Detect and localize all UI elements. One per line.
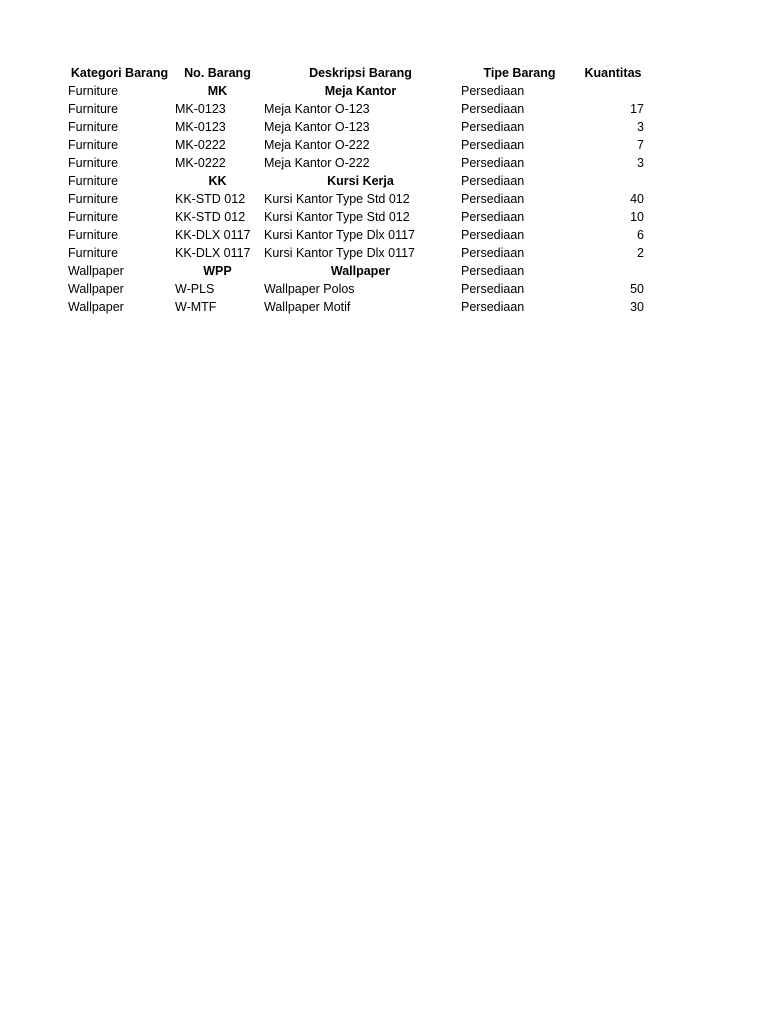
cell-no-barang: W-MTF — [175, 300, 217, 314]
cell-tipe: Persediaan — [461, 192, 525, 206]
cell-deskripsi: Meja Kantor O-123 — [264, 102, 370, 116]
table-row — [66, 208, 646, 226]
header-kuantitas: Kuantitas — [584, 66, 642, 80]
cell-deskripsi: Kursi Kantor Type Std 012 — [264, 192, 410, 206]
table-body — [66, 82, 646, 316]
table-row — [66, 244, 646, 262]
table-row — [66, 280, 646, 298]
cell-deskripsi: Wallpaper Polos — [264, 282, 355, 296]
table-row — [66, 298, 646, 316]
cell-deskripsi: Meja Kantor — [324, 84, 397, 98]
cell-tipe: Persediaan — [461, 300, 525, 314]
cell-kuantitas — [580, 262, 646, 280]
cell-tipe: Persediaan — [461, 102, 525, 116]
cell-kuantitas: 30 — [630, 300, 644, 314]
cell-kategori: Furniture — [68, 246, 119, 260]
cell-no-barang: W-PLS — [175, 282, 215, 296]
cell-no-barang: KK — [208, 174, 227, 188]
cell-kategori: Furniture — [68, 84, 119, 98]
cell-kategori: Furniture — [68, 210, 119, 224]
header-deskripsi: Deskripsi Barang — [309, 66, 412, 80]
cell-tipe: Persediaan — [461, 282, 525, 296]
cell-kategori: Furniture — [68, 102, 119, 116]
cell-no-barang: MK-0222 — [175, 138, 226, 152]
cell-tipe: Persediaan — [461, 120, 525, 134]
cell-kategori: Wallpaper — [68, 282, 124, 296]
cell-tipe: Persediaan — [461, 84, 525, 98]
group-row — [66, 82, 646, 100]
group-row — [66, 172, 646, 190]
cell-deskripsi: Kursi Kantor Type Dlx 0117 — [264, 246, 416, 260]
cell-tipe: Persediaan — [461, 138, 525, 152]
table-row — [66, 100, 646, 118]
table-row — [66, 226, 646, 244]
cell-tipe: Persediaan — [461, 246, 525, 260]
cell-deskripsi: Meja Kantor O-222 — [264, 138, 370, 152]
cell-deskripsi: Meja Kantor O-123 — [264, 120, 370, 134]
cell-deskripsi: Kursi Kantor Type Std 012 — [264, 210, 410, 224]
cell-no-barang: KK-DLX 0117 — [175, 228, 251, 242]
cell-kuantitas — [580, 172, 646, 190]
cell-tipe: Persediaan — [461, 228, 525, 242]
cell-no-barang: WPP — [203, 264, 232, 278]
cell-kategori: Furniture — [68, 156, 119, 170]
cell-kuantitas: 40 — [630, 192, 644, 206]
cell-kuantitas: 3 — [637, 156, 644, 170]
cell-kuantitas: 6 — [637, 228, 644, 242]
cell-kuantitas: 2 — [637, 246, 644, 260]
cell-kuantitas: 7 — [637, 138, 644, 152]
cell-kuantitas — [580, 82, 646, 100]
cell-tipe: Persediaan — [461, 210, 525, 224]
cell-kategori: Furniture — [68, 228, 119, 242]
cell-kuantitas: 3 — [637, 120, 644, 134]
cell-kategori: Furniture — [68, 174, 119, 188]
cell-deskripsi: Meja Kantor O-222 — [264, 156, 370, 170]
cell-kuantitas: 10 — [630, 210, 644, 224]
cell-no-barang: MK-0222 — [175, 156, 226, 170]
cell-no-barang: KK-DLX 0117 — [175, 246, 251, 260]
cell-kuantitas: 50 — [630, 282, 644, 296]
cell-deskripsi: Kursi Kantor Type Dlx 0117 — [264, 228, 416, 242]
cell-tipe: Persediaan — [461, 264, 525, 278]
table-row — [66, 118, 646, 136]
group-row — [66, 262, 646, 280]
cell-tipe: Persediaan — [461, 156, 525, 170]
header-kategori: Kategori Barang — [70, 66, 169, 80]
header-tipe: Tipe Barang — [483, 66, 556, 80]
cell-deskripsi: Wallpaper — [330, 264, 391, 278]
cell-deskripsi: Kursi Kerja — [327, 174, 394, 188]
cell-kategori: Wallpaper — [68, 264, 124, 278]
cell-kategori: Furniture — [68, 138, 119, 152]
cell-kategori: Wallpaper — [68, 300, 124, 314]
cell-no-barang: MK — [207, 84, 228, 98]
table-row — [66, 154, 646, 172]
cell-kategori: Furniture — [68, 120, 119, 134]
cell-no-barang: KK-STD 012 — [175, 210, 246, 224]
cell-no-barang: KK-STD 012 — [175, 192, 246, 206]
cell-kategori: Furniture — [68, 192, 119, 206]
cell-no-barang: MK-0123 — [175, 120, 226, 134]
cell-kuantitas: 17 — [630, 102, 644, 116]
cell-tipe: Persediaan — [461, 174, 525, 188]
cell-deskripsi: Wallpaper Motif — [264, 300, 351, 314]
inventory-table — [66, 64, 646, 316]
table-row — [66, 136, 646, 154]
cell-no-barang: MK-0123 — [175, 102, 226, 116]
header-row — [66, 64, 646, 82]
table-row — [66, 190, 646, 208]
header-no-barang: No. Barang — [184, 66, 251, 80]
inventory-sheet — [66, 64, 666, 316]
